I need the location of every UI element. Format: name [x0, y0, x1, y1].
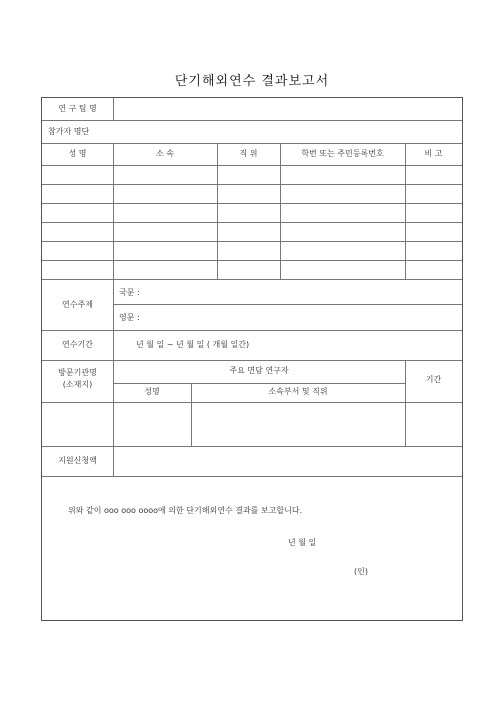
header-affiliation: 소 속 — [156, 149, 174, 158]
period-text[interactable]: 년 월 일 ~ 년 월 일 ( 개월 일간) — [136, 340, 250, 349]
participant-remarks-cell[interactable] — [408, 264, 459, 276]
participant-id-number-cell[interactable] — [283, 264, 402, 276]
statement-text: 위와 같이 ooo ooo oooo에 의한 단기해외연수 결과를 보고합니다. — [68, 506, 303, 515]
participant-remarks-cell[interactable] — [408, 226, 459, 238]
participant-affiliation-cell[interactable] — [116, 245, 214, 257]
participants-label: 참가자 명단 — [48, 127, 90, 136]
seal-mark: (인) — [354, 567, 368, 576]
topic-english-label: 영문 : — [119, 313, 140, 322]
participant-name-cell[interactable] — [45, 207, 110, 219]
visit-duration-label: 기간 — [425, 375, 442, 384]
header-id-number: 학번 또는 주민등록번호 — [301, 149, 384, 158]
participant-position-cell[interactable] — [220, 245, 277, 257]
participant-remarks-cell[interactable] — [408, 188, 459, 200]
researchers-label: 주요 면담 연구자 — [229, 366, 289, 375]
period-label: 연수기간 — [62, 340, 93, 349]
researcher-dept-label: 소속부서 및 직위 — [268, 387, 328, 396]
participant-id-number-cell[interactable] — [283, 188, 402, 200]
visit-duration-field[interactable] — [406, 403, 461, 445]
header-remarks: 비 고 — [424, 149, 443, 158]
participant-remarks-cell[interactable] — [408, 245, 459, 257]
participant-remarks-cell[interactable] — [408, 169, 459, 181]
topic-korean-field[interactable] — [152, 281, 460, 302]
support-amount-label: 지원신청액 — [58, 456, 97, 465]
header-position: 직 위 — [239, 149, 258, 158]
participant-position-cell[interactable] — [220, 188, 277, 200]
header-name: 성 명 — [68, 149, 87, 158]
participant-remarks-cell[interactable] — [408, 207, 459, 219]
participant-affiliation-cell[interactable] — [116, 226, 214, 238]
document-title: 단기해외연수 결과보고서 — [174, 74, 330, 89]
report-date[interactable]: 년 월 일 — [288, 538, 317, 547]
participant-position-cell[interactable] — [220, 264, 277, 276]
researcher-name-label: 성명 — [144, 387, 160, 396]
participant-name-cell[interactable] — [45, 245, 110, 257]
participant-name-cell[interactable] — [45, 188, 110, 200]
participant-id-number-cell[interactable] — [283, 169, 402, 181]
participant-id-number-cell[interactable] — [283, 245, 402, 257]
participant-affiliation-cell[interactable] — [116, 207, 214, 219]
participant-name-cell[interactable] — [45, 169, 110, 181]
report-form — [41, 97, 463, 621]
topic-english-field[interactable] — [152, 306, 460, 328]
researcher-name-field[interactable] — [114, 403, 190, 445]
participant-id-number-cell[interactable] — [283, 226, 402, 238]
topic-korean-label: 국문 : — [119, 288, 140, 297]
participant-position-cell[interactable] — [220, 169, 277, 181]
support-amount-field[interactable] — [114, 447, 461, 475]
participant-id-number-cell[interactable] — [283, 207, 402, 219]
participant-name-cell[interactable] — [45, 226, 110, 238]
participant-affiliation-cell[interactable] — [116, 264, 214, 276]
participant-name-cell[interactable] — [45, 264, 110, 276]
visit-org-field[interactable] — [43, 403, 112, 445]
visit-org-label: 방문기관명 — [58, 368, 97, 377]
participant-position-cell[interactable] — [220, 226, 277, 238]
participant-affiliation-cell[interactable] — [116, 169, 214, 181]
participant-affiliation-cell[interactable] — [116, 188, 214, 200]
participant-position-cell[interactable] — [220, 207, 277, 219]
team-name-label: 연 구 팀 명 — [58, 104, 97, 113]
researcher-dept-field[interactable] — [192, 403, 404, 445]
team-name-field[interactable] — [114, 99, 461, 119]
visit-location-label: (소재지) — [62, 380, 93, 389]
topic-label: 연수주제 — [62, 300, 93, 309]
